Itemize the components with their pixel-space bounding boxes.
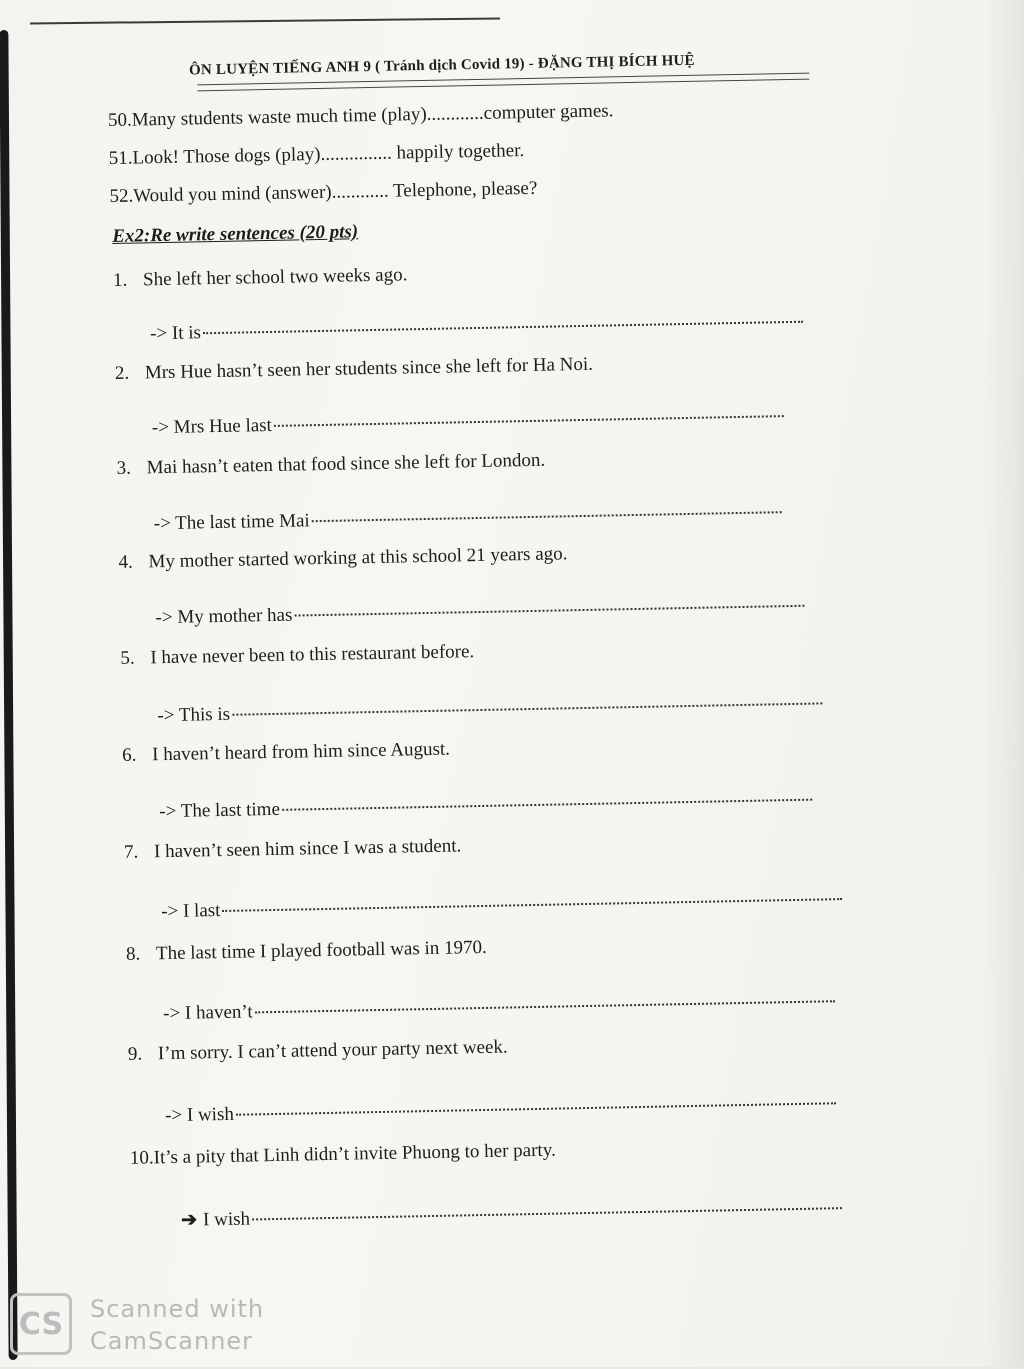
rewrite-answer-3[interactable] — [154, 501, 782, 535]
rewrite-answer-7[interactable] — [161, 888, 843, 923]
item-sentence: Mrs Hue hasn’t seen her students since she left for Ha Noi. — [144, 353, 594, 384]
rewrite-item-6 — [122, 739, 450, 767]
item-number: 2. — [114, 362, 130, 384]
answer-prompt: I wish — [202, 1208, 251, 1231]
rewrite-answer-4[interactable] — [155, 595, 804, 629]
rewrite-answer-5[interactable] — [157, 692, 822, 727]
item-sentence: I have never been to this restaurant before. — [150, 641, 475, 669]
answer-prompt: -> I haven’t — [162, 1001, 253, 1025]
camscanner-watermark — [10, 1293, 310, 1363]
question-52 — [109, 178, 537, 208]
answer-dotted-line[interactable] — [312, 511, 782, 522]
answer-prompt: -> It is — [149, 322, 202, 345]
question-number: 52. — [109, 185, 134, 208]
question-text: Look! Those dogs (play) — [132, 143, 321, 169]
answer-dotted-line[interactable] — [282, 799, 812, 811]
answer-blank[interactable]: ............ — [331, 180, 389, 203]
question-number: 50. — [107, 109, 132, 132]
answer-prompt: -> My mother has — [155, 604, 293, 629]
item-number: 3. — [116, 457, 132, 479]
item-number: 10. — [129, 1147, 154, 1169]
item-number: 6. — [121, 744, 137, 766]
item-number: 9. — [127, 1043, 143, 1065]
question-text-after: Telephone, please? — [388, 177, 538, 202]
rewrite-answer-1[interactable] — [150, 311, 803, 346]
rewrite-item-10 — [130, 1140, 556, 1170]
rewrite-item-7 — [124, 835, 462, 863]
rewrite-item-8 — [126, 937, 487, 966]
item-sentence: She left her school two weeks ago. — [142, 264, 408, 291]
rewrite-item-9 — [128, 1037, 508, 1066]
answer-dotted-line[interactable] — [252, 1207, 842, 1220]
question-text-after: happily together. — [391, 140, 525, 164]
rewrite-answer-8[interactable] — [163, 990, 835, 1025]
question-51 — [109, 140, 525, 170]
rewrite-answer-6[interactable] — [159, 789, 812, 824]
rewrite-item-1 — [113, 264, 408, 292]
item-number: 1. — [112, 269, 128, 291]
answer-dotted-line[interactable] — [222, 898, 842, 912]
rewrite-item-2 — [115, 354, 593, 385]
arrow-icon: ➔ — [180, 1209, 198, 1231]
question-50 — [108, 100, 614, 132]
answer-prompt: -> I wish — [164, 1103, 235, 1127]
question-text-after: computer games. — [483, 100, 614, 124]
item-sentence: I haven’t seen him since I was a student. — [153, 835, 462, 863]
item-sentence: I’m sorry. I can’t attend your party next week. — [157, 1036, 508, 1065]
answer-blank[interactable]: ............... — [320, 142, 392, 165]
item-number: 8. — [125, 943, 141, 965]
worksheet-header: ÔN LUYỆN TIẾNG ANH 9 ( Tránh dịch Covid 19) - ĐẶNG THỊ BÍCH HUỆ — [188, 52, 695, 79]
rewrite-answer-2[interactable] — [152, 405, 784, 439]
answer-prompt: -> This is — [157, 703, 231, 727]
rewrite-item-3 — [116, 450, 545, 480]
item-sentence: Mai hasn’t eaten that food since she left for London. — [146, 449, 546, 479]
answer-prompt: -> The last time — [159, 798, 281, 823]
answer-dotted-line[interactable] — [236, 1102, 836, 1116]
rewrite-item-4 — [118, 543, 567, 574]
answer-dotted-line[interactable] — [294, 605, 804, 617]
item-number: 5. — [120, 647, 135, 669]
answer-dotted-line[interactable] — [232, 702, 822, 715]
answer-blank[interactable]: ............ — [426, 102, 484, 125]
question-text: Many students waste much time (play) — [131, 103, 427, 131]
question-text: Would you mind (answer) — [133, 181, 332, 207]
answer-dotted-line[interactable] — [274, 415, 784, 427]
watermark-line-2: CamScanner — [90, 1327, 254, 1355]
rewrite-answer-9[interactable] — [165, 1092, 836, 1127]
item-number: 4. — [118, 551, 133, 573]
item-sentence: It’s a pity that Linh didn’t invite Phuong to her party. — [153, 1139, 556, 1169]
answer-dotted-line[interactable] — [255, 1000, 835, 1013]
answer-prompt: -> The last time Mai — [153, 510, 310, 535]
answer-prompt: -> Mrs Hue last — [151, 414, 273, 439]
exercise-2-title: Ex2:Re write sentences (20 pts) — [112, 221, 359, 247]
item-sentence: The last time I played football was in 1970. — [155, 936, 487, 965]
item-sentence: I haven’t heard from him since August. — [151, 738, 451, 766]
item-number: 7. — [123, 841, 139, 863]
question-number: 51. — [108, 147, 133, 170]
rewrite-answer-10[interactable] — [181, 1196, 842, 1232]
camscanner-logo-icon: CS — [10, 1293, 72, 1355]
watermark-line-1: Scanned with — [90, 1295, 265, 1323]
item-sentence: My mother started working at this school 21 years ago. — [148, 543, 568, 573]
rewrite-item-5 — [120, 641, 474, 670]
answer-prompt: -> I last — [161, 900, 221, 923]
answer-dotted-line[interactable] — [203, 321, 803, 335]
